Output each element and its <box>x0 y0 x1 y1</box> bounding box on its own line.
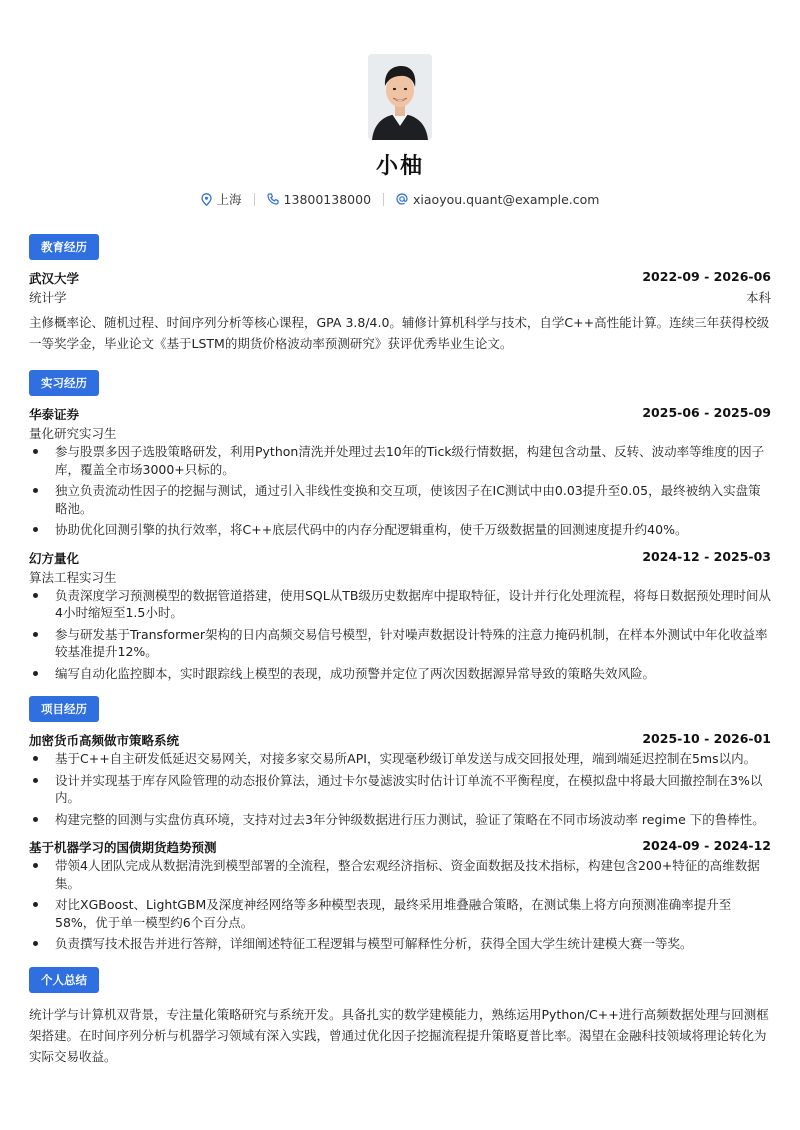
major: 统计学 <box>29 290 67 305</box>
contact-location <box>201 190 242 208</box>
bullet-item: 设计并实现基于库存风险管理的动态报价算法，通过卡尔曼滤波实时估计订单流不平衡程度，在模拟盘中将最大回撤控制在3%以内。 <box>29 772 771 807</box>
contact-divider <box>254 193 255 206</box>
education-description: 主修概率论、随机过程、时间序列分析等核心课程，GPA 3.8/4.0。辅修计算机科学与技术，自学C++高性能计算。连续三年获得校级一等奖学金，毕业论文《基于LSTM的期货价格波动率预测研究》获评优秀毕业生论文。 <box>29 315 770 351</box>
summary-section-title: 个人总结 <box>29 967 99 993</box>
bullet-item: 基于C++自主研发低延迟交易网关，对接多家交易所API，实现毫秒级订单发送与成交回报处理，端到端延迟控制在5ms以内。 <box>29 750 771 768</box>
internship-entry-head <box>29 549 771 567</box>
at-sign-icon <box>396 193 408 205</box>
company-name: 华泰证券 <box>29 407 80 422</box>
internship-entry <box>29 405 771 539</box>
bullet-item: 负责深度学习预测模型的数据管道搭建，使用SQL从TB级历史数据库中提取特征，设计并行化处理流程，将每日数据预处理时间从4小时缩短至1.5小时。 <box>29 587 771 622</box>
project-name: 加密货币高频做市策略系统 <box>29 733 180 748</box>
project-name: 基于机器学习的国债期货趋势预测 <box>29 840 217 855</box>
project-period: 2025-10 - 2026-01 <box>642 731 771 746</box>
bullet-item: 协助优化回测引擎的执行效率，将C++底层代码中的内存分配逻辑重构，使千万级数据量的回测速度提升约40%。 <box>29 521 771 539</box>
bullet-item: 对比XGBoost、LightGBM及深度神经网络等多种模型表现，最终采用堆叠融合策略，在测试集上将方向预测准确率提升至58%，优于单一模型约6个百分点。 <box>29 896 771 931</box>
degree: 本科 <box>745 290 771 305</box>
project-bullets <box>29 750 771 828</box>
bullet-item: 独立负责流动性因子的挖掘与测试，通过引入非线性变换和交互项，使该因子在IC测试中由0.03提升至0.05，最终被纳入实盘策略池。 <box>29 482 771 517</box>
internship-section-title: 实习经历 <box>29 370 99 396</box>
internship-entry <box>29 549 771 683</box>
summary-section <box>0 967 800 1067</box>
avatar-photo-icon <box>368 54 432 140</box>
education-section <box>0 234 800 354</box>
location-text: 上海 <box>216 192 242 207</box>
bullet-item: 带领4人团队完成从数据清洗到模型部署的全流程，整合宏观经济指标、资金面数据及技术指标，构建包含200+特征的高维数据集。 <box>29 857 771 892</box>
internship-period: 2025-06 - 2025-09 <box>642 405 771 420</box>
internship-role-row <box>29 424 771 442</box>
resume-header <box>0 0 800 208</box>
bullet-item: 编写自动化监控脚本，实时跟踪线上模型的表现，成功预警并定位了两次因数据源异常导致的策略失效风险。 <box>29 665 771 683</box>
project-entry <box>29 731 771 828</box>
school-name: 武汉大学 <box>29 271 80 286</box>
contact-email[interactable] <box>396 192 599 207</box>
project-period: 2024-09 - 2024-12 <box>642 838 771 853</box>
company-name: 幻方量化 <box>29 550 80 566</box>
bullet-item: 参与股票多因子选股策略研发，利用Python清洗并处理过去10年的Tick级行情数据，构建包含动量、反转、波动率等维度的因子库，覆盖全市场3000+只标的。 <box>29 443 771 478</box>
bullet-item: 负责撰写技术报告并进行答辩，详细阐述特征工程逻辑与模型可解释性分析，获得全国大学生统计建模大赛一等奖。 <box>29 935 771 953</box>
phone-icon <box>267 193 279 205</box>
education-period: 2022-09 - 2026-06 <box>642 269 771 284</box>
project-section <box>0 696 800 953</box>
phone-text: 13800138000 <box>283 191 372 207</box>
email-text[interactable]: xiaoyou.quant@example.com <box>413 191 600 207</box>
contact-divider <box>383 193 384 206</box>
contact-phone <box>267 192 371 207</box>
bullet-item: 构建完整的回测与实盘仿真环境，支持对过去3年分钟级数据进行压力测试，验证了策略在不同市场波动率 regime 下的鲁棒性。 <box>29 811 771 829</box>
internship-role: 算法工程实习生 <box>29 569 117 585</box>
summary-text: 统计学与计算机双背景，专注量化策略研究与系统开发。具备扎实的数学建模能力，熟练运用Python/C++进行高频数据处理与回测框架搭建。在时间序列分析与机器学习领域有深入实践，曾通过优化因子挖掘流程提升策略夏普比率。渴望在金融科技领域将理论转化为实际交易收益。 <box>29 1006 769 1064</box>
project-entry <box>29 838 771 953</box>
internship-entry-head <box>29 405 771 423</box>
project-entry-head <box>29 731 771 749</box>
candidate-name: 小柚 <box>375 154 424 179</box>
education-entry-head <box>29 269 771 287</box>
map-pin-icon <box>201 193 212 206</box>
project-section-title: 项目经历 <box>29 696 99 722</box>
internship-role-row <box>29 568 771 586</box>
contact-info <box>0 190 800 208</box>
project-entry-head <box>29 838 771 856</box>
internship-section <box>0 370 800 682</box>
internship-bullets <box>29 443 771 539</box>
education-section-title: 教育经历 <box>29 234 99 260</box>
education-entry-sub <box>29 288 771 306</box>
project-bullets <box>29 857 771 953</box>
avatar <box>368 54 432 140</box>
internship-bullets <box>29 587 771 683</box>
bullet-item: 参与研发基于Transformer架构的日内高频交易信号模型，针对噪声数据设计特殊的注意力掩码机制，在样本外测试中年化收益率较基准提升12%。 <box>29 626 771 661</box>
internship-role: 量化研究实习生 <box>29 426 117 441</box>
internship-period: 2024-12 - 2025-03 <box>642 548 771 564</box>
